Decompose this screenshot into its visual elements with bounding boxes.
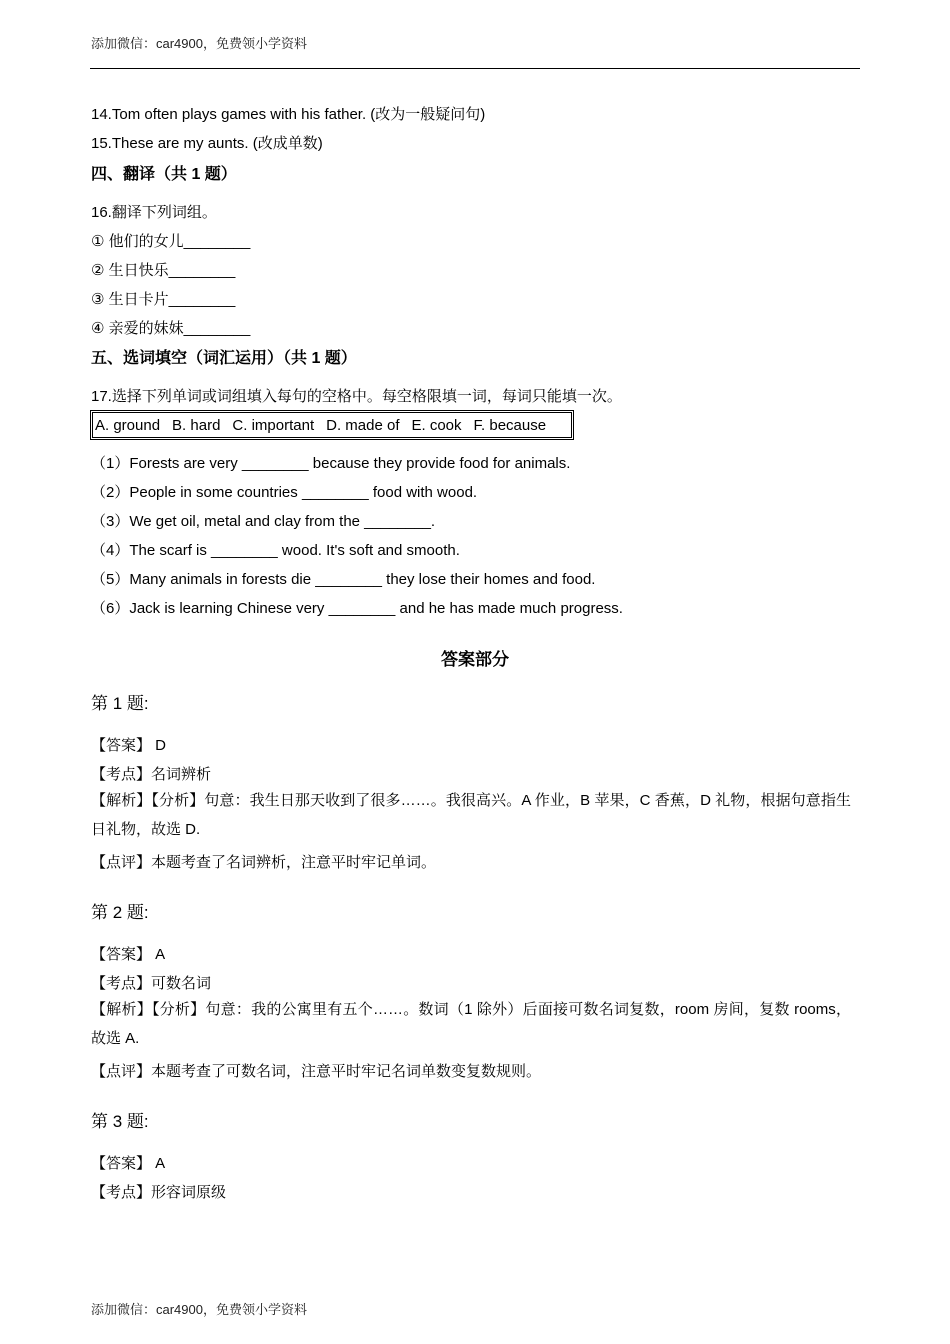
answer-2-comment: 【点评】本题考查了可数名词，注意平时牢记名词单数变复数规则。 [91, 1063, 542, 1080]
answer-2-point: 【考点】可数名词 [91, 975, 212, 992]
answer-1-point: 【考点】名词辨析 [91, 766, 212, 783]
header-divider [90, 68, 860, 69]
answer-1-answer: 【答案】 D [91, 737, 167, 754]
translate-item: ② 生日快乐________ [91, 262, 236, 279]
word-option: E. cook [411, 417, 462, 434]
fill-sentence: （4）The scarf is ________ wood. It's soft and smooth. [91, 542, 460, 559]
answer-1-analysis: 【解析】【分析】句意：我生日那天收到了很多……。我很高兴。A 作业，B 苹果，C 香蕉，D 礼物，根据句意指生日礼物，故选 D. [91, 792, 851, 838]
word-option: C. important [232, 417, 315, 434]
question-15: 15.These are my aunts. (改成单数) [91, 135, 323, 152]
word-option: A. ground [95, 417, 161, 434]
translate-item: ④ 亲爱的妹妹________ [91, 320, 251, 337]
answer-3-answer: 【答案】 A [91, 1155, 166, 1172]
section-5-heading: 五、选词填空（词汇运用）（共 1 题） [91, 350, 357, 367]
answer-1-title: 第 1 题: [91, 694, 149, 713]
page-header: 添加微信：car4900，免费领小学资料 [91, 36, 307, 51]
answer-2-analysis: 【解析】【分析】句意：我的公寓里有五个……。数词（1 除外）后面接可数名词复数，room 房间，复数 rooms，故选 A. [91, 1001, 851, 1047]
answer-2-title: 第 2 题: [91, 903, 149, 922]
translate-item: ① 他们的女儿________ [91, 233, 251, 250]
word-option: B. hard [172, 417, 221, 434]
translate-item: ③ 生日卡片________ [91, 291, 236, 308]
section-4-heading: 四、翻译（共 1 题） [91, 166, 237, 183]
fill-sentence: （1）Forests are very ________ because they provide food for animals. [91, 455, 571, 472]
answer-3-point: 【考点】形容词原级 [91, 1184, 227, 1201]
fill-sentence: （2）People in some countries ________ food with wood. [91, 484, 478, 501]
answer-2-answer: 【答案】 A [91, 946, 166, 963]
page-footer: 添加微信：car4900，免费领小学资料 [91, 1302, 307, 1317]
answer-3-title: 第 3 题: [91, 1112, 149, 1131]
answers-title: 答案部分 [441, 650, 509, 669]
fill-sentence: （6）Jack is learning Chinese very ________ and he has made much progress. [91, 600, 623, 617]
answer-1-comment: 【点评】本题考查了名词辨析，注意平时牢记单词。 [91, 854, 437, 871]
word-option: D. made of [326, 417, 400, 434]
fill-sentence: （3）We get oil, metal and clay from the ________. [91, 513, 436, 530]
question-14: 14.Tom often plays games with his father. (改为一般疑问句) [91, 106, 486, 123]
word-bank-box [90, 410, 574, 440]
question-16: 16.翻译下列词组。 [91, 204, 217, 221]
fill-sentence: （5）Many animals in forests die ________ they lose their homes and food. [91, 571, 596, 588]
question-17: 17.选择下列单词或词组填入每句的空格中。每空格限填一词，每词只能填一次。 [91, 388, 622, 405]
word-option: F. because [473, 417, 547, 434]
